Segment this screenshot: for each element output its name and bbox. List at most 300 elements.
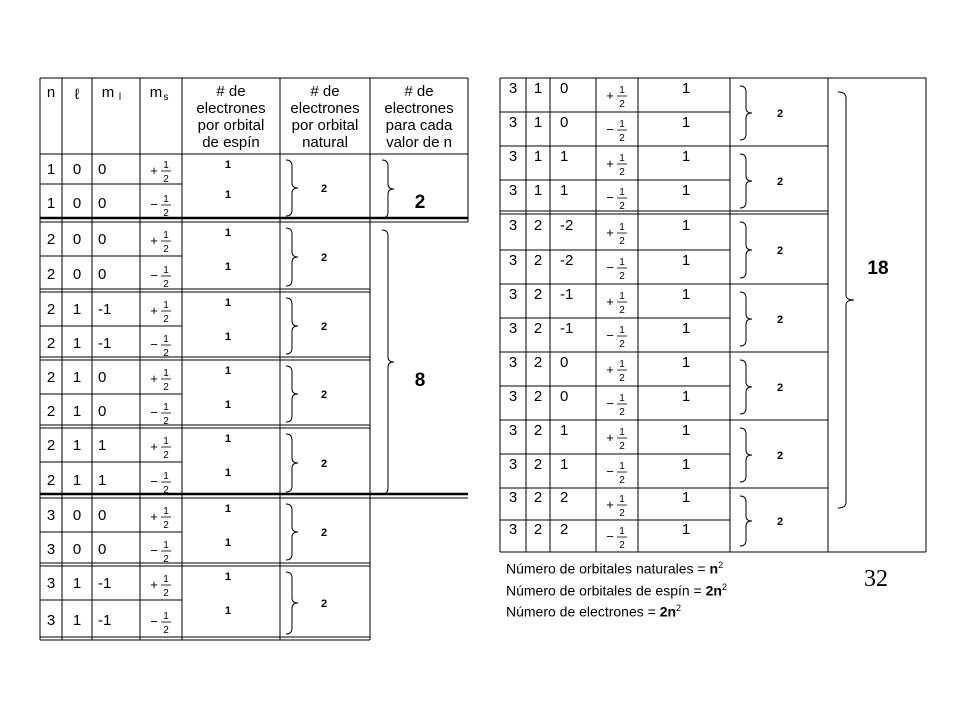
- cell-ml: 2: [560, 489, 569, 506]
- cell-ml: 0: [98, 231, 107, 248]
- table-row: [47, 467, 231, 496]
- cell-ms: [606, 187, 627, 212]
- cell-l: 1: [72, 403, 82, 420]
- fraction-denominator: 2: [163, 348, 169, 359]
- cell-l: 2: [533, 252, 543, 269]
- spin-sign: +: [606, 362, 614, 377]
- fraction-numerator: 1: [619, 257, 625, 268]
- header-ms: [150, 84, 169, 103]
- cell-n: 3: [508, 521, 518, 538]
- note-natural-orbitals: Número de orbitales naturales = $n^2$: [506, 560, 724, 577]
- fraction-numerator: 1: [619, 526, 625, 537]
- note-electrons: Número de electrones = $2n^2$: [506, 603, 682, 620]
- cell-ms: [606, 526, 627, 551]
- cell-n: 2: [46, 266, 56, 283]
- cell-n: 3: [46, 541, 56, 558]
- cell-ms: [606, 257, 627, 282]
- pair-total: 2: [320, 458, 328, 470]
- fraction-numerator: 1: [619, 393, 625, 404]
- pair-total: 2: [776, 450, 784, 462]
- cell-n: 3: [508, 252, 518, 269]
- fraction-denominator: 2: [619, 133, 625, 144]
- spin-sign: −: [606, 260, 614, 275]
- spin-sign: +: [606, 225, 614, 240]
- cell-n: 3: [508, 422, 518, 439]
- cell-ml: 0: [98, 403, 107, 420]
- cell-ml: 0: [560, 388, 569, 405]
- table-row: [509, 354, 690, 384]
- spin-sign: −: [150, 474, 158, 489]
- spin-sign: −: [606, 464, 614, 479]
- cell-spin-electrons: 1: [224, 605, 232, 617]
- fraction-denominator: 2: [619, 201, 625, 212]
- cell-ml: 0: [98, 541, 107, 558]
- fraction-denominator: 2: [163, 485, 169, 496]
- cell-spin-electrons: 1: [681, 286, 691, 303]
- cell-spin-electrons: 1: [224, 467, 232, 479]
- formula-notes: [506, 556, 727, 621]
- cell-n: 3: [508, 489, 518, 506]
- fraction-denominator: 2: [163, 382, 169, 393]
- table-row: [509, 148, 690, 178]
- spin-sign: −: [606, 328, 614, 343]
- cell-ms: [150, 471, 171, 496]
- cell-n: 2: [46, 301, 56, 318]
- cell-n: 3: [508, 320, 518, 337]
- cell-l: 2: [533, 388, 543, 405]
- pair-total: 2: [320, 252, 328, 264]
- cell-n: 3: [46, 612, 56, 629]
- right-quantum-number-table: [500, 78, 926, 552]
- cell-spin-electrons: 1: [681, 388, 691, 405]
- cell-ml: 1: [560, 456, 569, 473]
- spin-sign: −: [606, 396, 614, 411]
- cell-l: 1: [72, 575, 82, 592]
- pair-brace: [286, 366, 298, 422]
- cell-l: 0: [72, 266, 82, 283]
- fraction-numerator: 1: [163, 368, 169, 379]
- cell-l: 2: [533, 521, 543, 538]
- cell-ml: 0: [98, 369, 107, 386]
- cell-l: 0: [72, 195, 82, 212]
- header-spin-orbital: # de: [216, 83, 246, 100]
- fraction-denominator: 2: [163, 554, 169, 565]
- fraction-denominator: 2: [163, 520, 169, 531]
- cell-n: 3: [508, 354, 518, 371]
- cell-spin-electrons: 1: [224, 297, 232, 309]
- fraction-numerator: 1: [619, 187, 625, 198]
- fraction-numerator: 1: [163, 436, 169, 447]
- spin-sign: −: [150, 405, 158, 420]
- header-natural-orbital: natural: [302, 134, 348, 151]
- note-spin-orbitals: Número de orbitales de espín = $2n^2$: [506, 581, 727, 599]
- fraction-numerator: 1: [619, 427, 625, 438]
- pair-brace: [740, 496, 752, 546]
- header-ms-sub: s: [163, 92, 169, 103]
- spin-sign: +: [606, 156, 614, 171]
- cell-l: 2: [533, 354, 543, 371]
- fraction-numerator: 1: [163, 506, 169, 517]
- pair-brace: [286, 298, 298, 354]
- n-total: 18: [867, 258, 889, 279]
- n-brace: [382, 160, 394, 218]
- table-row: [509, 252, 690, 282]
- cell-ms: [606, 222, 627, 247]
- pair-brace: [740, 428, 752, 482]
- cell-n: 3: [508, 182, 518, 199]
- fraction-denominator: 2: [163, 416, 169, 427]
- cell-spin-electrons: 1: [681, 521, 691, 538]
- cell-ml: -1: [98, 575, 112, 592]
- fraction-numerator: 1: [619, 222, 625, 233]
- fraction-numerator: 1: [163, 540, 169, 551]
- fraction-numerator: 1: [619, 291, 625, 302]
- left-quantum-number-table: [40, 78, 468, 640]
- table-row: [509, 80, 690, 110]
- cell-ml: -1: [560, 320, 574, 337]
- table-row: [509, 422, 690, 452]
- cell-ml: 1: [98, 437, 107, 454]
- cell-ms: [150, 368, 171, 393]
- cell-spin-electrons: 1: [224, 503, 232, 515]
- cell-ml: 1: [560, 182, 569, 199]
- fraction-denominator: 2: [163, 588, 169, 599]
- cell-n: 1: [46, 161, 56, 178]
- cell-l: 1: [72, 369, 82, 386]
- cell-ml: -1: [560, 286, 574, 303]
- cell-ml: 0: [98, 507, 107, 524]
- table-row: [47, 261, 231, 290]
- n-brace: [838, 92, 854, 508]
- cell-ml: 0: [98, 161, 107, 178]
- pair-brace: [286, 160, 298, 216]
- cell-ms: [150, 300, 171, 325]
- cell-l: 1: [72, 301, 82, 318]
- n-brace: [382, 230, 394, 494]
- cell-ml: 0: [98, 195, 107, 212]
- fraction-denominator: 2: [163, 174, 169, 185]
- fraction-numerator: 1: [163, 230, 169, 241]
- spin-sign: +: [150, 439, 158, 454]
- note-exponent: 2: [676, 603, 682, 614]
- cell-n: 3: [508, 286, 518, 303]
- cell-spin-electrons: 1: [224, 227, 232, 239]
- note-exponent: 2: [718, 560, 724, 570]
- cell-ms: [606, 119, 627, 144]
- table-row: [47, 297, 231, 325]
- cell-spin-electrons: 1: [681, 80, 691, 97]
- fraction-denominator: 2: [163, 244, 169, 255]
- header-ml: [102, 84, 121, 103]
- pair-brace: [286, 434, 298, 492]
- cell-spin-electrons: 1: [224, 331, 232, 343]
- cell-spin-electrons: 1: [224, 571, 232, 583]
- table-row: [509, 286, 690, 316]
- table-row: [509, 182, 690, 212]
- fraction-numerator: 1: [619, 494, 625, 505]
- header-ml-sub: l: [118, 92, 122, 103]
- cell-n: 2: [46, 437, 56, 454]
- pair-brace: [286, 572, 298, 634]
- pair-total: 2: [776, 382, 784, 394]
- fraction-denominator: 2: [619, 339, 625, 350]
- cell-ms: [150, 611, 171, 636]
- cell-ms: [150, 230, 171, 255]
- pair-brace: [740, 86, 752, 140]
- fraction-denominator: 2: [163, 450, 169, 461]
- pair-brace: [740, 222, 752, 278]
- cell-ms: [606, 393, 627, 418]
- spin-sign: +: [606, 294, 614, 309]
- spin-sign: +: [150, 303, 158, 318]
- fraction-denominator: 2: [619, 99, 625, 110]
- pair-total: 2: [776, 108, 784, 120]
- cell-spin-electrons: 1: [224, 159, 232, 171]
- spin-sign: +: [150, 509, 158, 524]
- cell-ms: [606, 325, 627, 350]
- cell-n: 3: [508, 114, 518, 131]
- cell-l: 2: [533, 286, 543, 303]
- cell-l: 1: [72, 472, 82, 489]
- cell-ml: 0: [560, 354, 569, 371]
- cell-ms: [150, 265, 171, 290]
- pair-total: 2: [776, 516, 784, 528]
- cell-ms: [150, 402, 171, 427]
- cell-n: 3: [508, 80, 518, 97]
- table-row: [509, 217, 690, 247]
- cell-spin-electrons: 1: [681, 489, 691, 506]
- cell-ms: [150, 506, 171, 531]
- cell-l: 1: [533, 80, 543, 97]
- cell-l: 2: [533, 456, 543, 473]
- cell-ml: 2: [560, 521, 569, 538]
- fraction-denominator: 2: [619, 373, 625, 384]
- fraction-denominator: 2: [619, 441, 625, 452]
- header-per-n: para cada: [385, 117, 453, 134]
- note-value: n: [709, 560, 719, 577]
- header-natural-orbital: electrones: [290, 100, 360, 117]
- n-total: 8: [414, 370, 426, 391]
- cell-spin-electrons: 1: [681, 320, 691, 337]
- cell-n: 2: [46, 369, 56, 386]
- cell-l: 2: [533, 489, 543, 506]
- cell-l: 1: [533, 182, 543, 199]
- cell-n: 2: [46, 335, 56, 352]
- table-row: [47, 331, 231, 359]
- spin-sign: −: [150, 197, 158, 212]
- table-row: [47, 189, 231, 219]
- fraction-numerator: 1: [163, 300, 169, 311]
- cell-ml: -1: [98, 612, 112, 629]
- cell-l: 1: [72, 437, 82, 454]
- pair-brace: [286, 228, 298, 286]
- fraction-denominator: 2: [163, 625, 169, 636]
- fraction-denominator: 2: [619, 508, 625, 519]
- fraction-numerator: 1: [163, 471, 169, 482]
- cell-spin-electrons: 1: [224, 261, 232, 273]
- fraction-denominator: 2: [619, 305, 625, 316]
- table-row: [47, 159, 231, 185]
- fraction-numerator: 1: [163, 160, 169, 171]
- pair-total: 2: [776, 176, 784, 188]
- cell-ml: 0: [560, 114, 569, 131]
- pair-brace: [740, 154, 752, 208]
- cell-spin-electrons: 1: [681, 252, 691, 269]
- cell-spin-electrons: 1: [224, 399, 232, 411]
- header-spin-orbital: electrones: [196, 100, 266, 117]
- table-row: [509, 114, 690, 144]
- header-per-n: valor de n: [386, 134, 452, 151]
- cell-n: 1: [46, 195, 56, 212]
- pair-total: 2: [776, 245, 784, 257]
- cell-l: 0: [72, 161, 82, 178]
- pair-total: 2: [320, 598, 328, 610]
- n-total: 2: [414, 192, 426, 213]
- cell-ml: -1: [98, 301, 112, 318]
- cell-n: 2: [46, 403, 56, 420]
- cell-n: 3: [46, 575, 56, 592]
- pair-total: 2: [776, 314, 784, 326]
- cell-spin-electrons: 1: [224, 433, 232, 445]
- fraction-numerator: 1: [163, 402, 169, 413]
- cell-ms: [150, 160, 171, 185]
- fraction-numerator: 1: [163, 194, 169, 205]
- fraction-numerator: 1: [163, 611, 169, 622]
- cell-ml: 0: [560, 80, 569, 97]
- fraction-numerator: 1: [619, 119, 625, 130]
- cell-n: 2: [46, 231, 56, 248]
- cell-ml: -2: [560, 217, 574, 234]
- cell-ms: [150, 194, 171, 219]
- cell-spin-electrons: 1: [681, 354, 691, 371]
- spin-sign: −: [606, 190, 614, 205]
- cell-l: 0: [72, 507, 82, 524]
- spin-sign: −: [150, 614, 158, 629]
- cell-l: 1: [533, 114, 543, 131]
- cell-n: 2: [46, 472, 56, 489]
- cell-ms: [150, 334, 171, 359]
- header-ml-main: m: [101, 84, 115, 101]
- fraction-numerator: 1: [163, 265, 169, 276]
- spin-sign: −: [606, 122, 614, 137]
- spin-sign: −: [150, 543, 158, 558]
- cell-ml: 0: [98, 266, 107, 283]
- fraction-denominator: 2: [619, 167, 625, 178]
- fraction-numerator: 1: [619, 461, 625, 472]
- fraction-numerator: 1: [619, 325, 625, 336]
- cell-ms: [606, 291, 627, 316]
- cell-spin-electrons: 1: [681, 456, 691, 473]
- header-n: n: [46, 84, 56, 101]
- cell-n: 3: [508, 217, 518, 234]
- header-per-n: # de: [404, 83, 434, 100]
- table-row: [509, 489, 690, 519]
- header-spin-orbital: por orbital: [197, 117, 265, 134]
- table-row: [509, 320, 690, 350]
- pair-total: 2: [320, 527, 328, 539]
- fraction-numerator: 1: [163, 334, 169, 345]
- fraction-numerator: 1: [619, 153, 625, 164]
- cell-spin-electrons: 1: [681, 114, 691, 131]
- cell-l: 1: [533, 148, 543, 165]
- cell-l: 0: [72, 231, 82, 248]
- pair-brace: [740, 360, 752, 414]
- fraction-denominator: 2: [163, 279, 169, 290]
- cell-ms: [606, 153, 627, 178]
- cell-ml: 1: [560, 148, 569, 165]
- header-ms-main: m: [149, 84, 163, 101]
- spin-sign: −: [150, 337, 158, 352]
- cell-n: 3: [508, 388, 518, 405]
- cell-ms: [606, 461, 627, 486]
- cell-spin-electrons: 1: [681, 148, 691, 165]
- fraction-denominator: 2: [619, 271, 625, 282]
- header-spin-orbital: de espín: [202, 134, 260, 151]
- table-row: [509, 388, 690, 418]
- table-row: [47, 365, 231, 393]
- spin-sign: +: [150, 233, 158, 248]
- cell-ms: [606, 85, 627, 110]
- cell-l: 2: [533, 422, 543, 439]
- table-row: [47, 399, 231, 427]
- fraction-denominator: 2: [163, 314, 169, 325]
- cell-l: 1: [72, 612, 82, 629]
- fraction-denominator: 2: [163, 208, 169, 219]
- cell-spin-electrons: 1: [224, 537, 232, 549]
- page-number: 32: [864, 566, 888, 592]
- fraction-denominator: 2: [619, 407, 625, 418]
- cell-ms: [150, 436, 171, 461]
- spin-sign: +: [150, 163, 158, 178]
- pair-total: 2: [320, 321, 328, 333]
- spin-sign: +: [150, 371, 158, 386]
- cell-ms: [606, 359, 627, 384]
- table-row: [47, 537, 231, 565]
- fraction-denominator: 2: [619, 475, 625, 486]
- header-l: ℓ: [74, 86, 80, 103]
- pair-total: 2: [320, 183, 328, 195]
- table-row: [47, 433, 231, 461]
- fraction-denominator: 2: [619, 236, 625, 247]
- table-row: [47, 503, 231, 531]
- table-row: [509, 521, 690, 551]
- note-value: 2n: [705, 582, 722, 599]
- cell-l: 2: [533, 320, 543, 337]
- spin-sign: +: [606, 88, 614, 103]
- note-value: 2n: [659, 603, 677, 620]
- cell-ml: -2: [560, 252, 574, 269]
- table-row: [47, 227, 231, 255]
- cell-spin-electrons: 1: [681, 182, 691, 199]
- spin-sign: −: [150, 268, 158, 283]
- spin-sign: +: [150, 577, 158, 592]
- cell-ml: 1: [560, 422, 569, 439]
- fraction-denominator: 2: [619, 540, 625, 551]
- fraction-numerator: 1: [163, 574, 169, 585]
- cell-spin-electrons: 1: [681, 217, 691, 234]
- table-row: [509, 456, 690, 486]
- pair-total: 2: [320, 389, 328, 401]
- table-row: [47, 571, 231, 599]
- note-exponent: 2: [721, 581, 727, 592]
- cell-n: 3: [508, 456, 518, 473]
- fraction-numerator: 1: [619, 85, 625, 96]
- spin-sign: +: [606, 497, 614, 512]
- fraction-numerator: 1: [619, 359, 625, 370]
- cell-n: 3: [508, 148, 518, 165]
- cell-n: 3: [46, 507, 56, 524]
- cell-l: 2: [533, 217, 543, 234]
